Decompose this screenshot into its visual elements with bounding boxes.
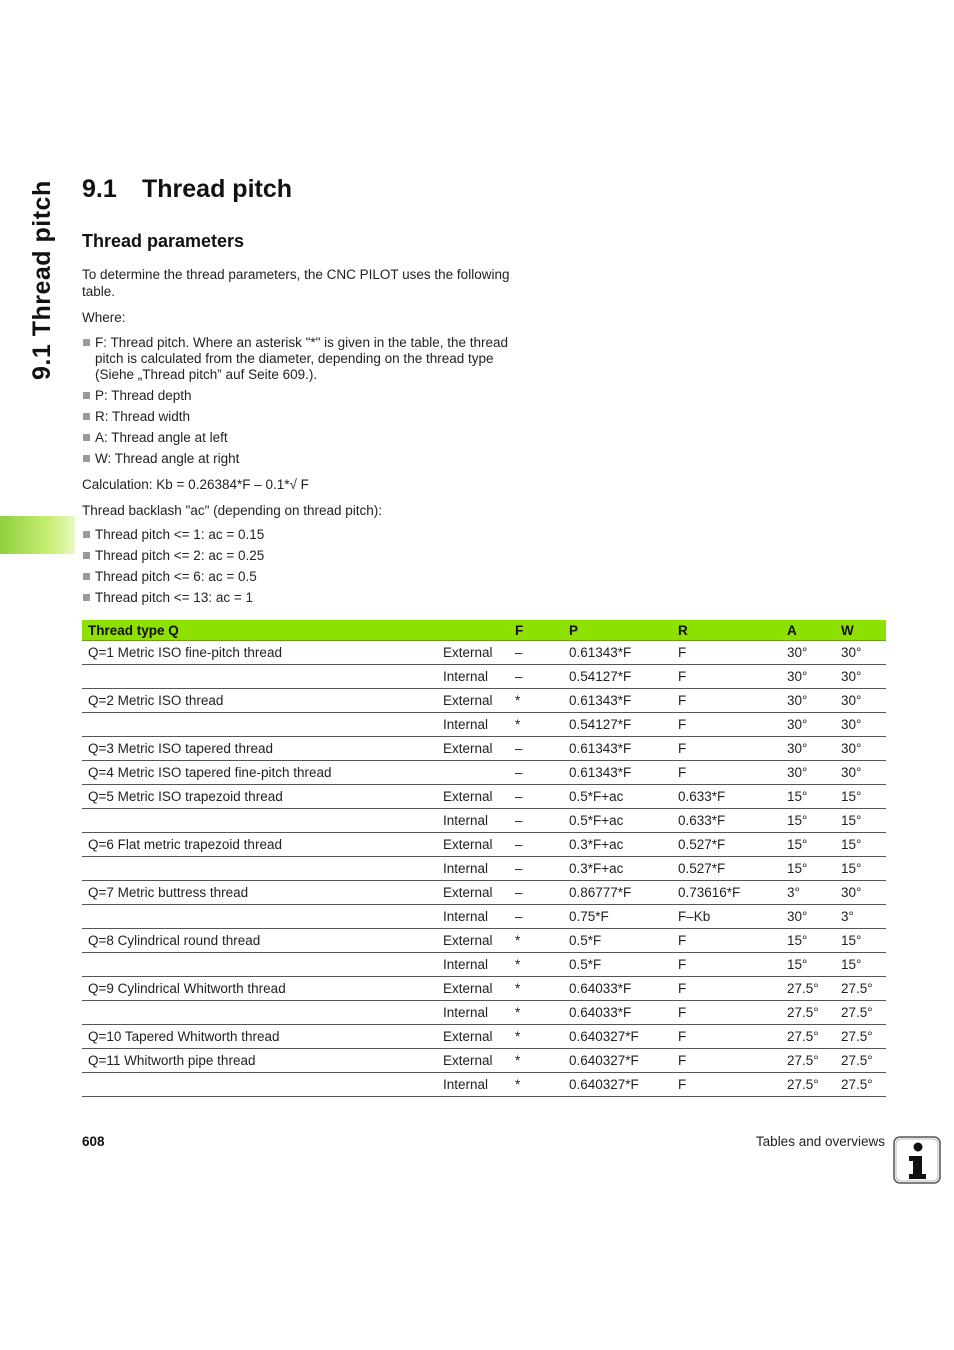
col-header-f: F bbox=[509, 620, 563, 641]
cell-w: 15° bbox=[835, 929, 886, 953]
cell-a: 15° bbox=[781, 785, 835, 809]
cell-r: F bbox=[672, 1025, 781, 1049]
cell-a: 3° bbox=[781, 881, 835, 905]
subsection-heading: Thread parameters bbox=[82, 231, 245, 251]
cell-w: 30° bbox=[835, 761, 886, 785]
cell-thread-type bbox=[82, 1001, 437, 1025]
square-bullet-icon bbox=[83, 455, 90, 462]
cell-a: 15° bbox=[781, 809, 835, 833]
cell-f: – bbox=[509, 905, 563, 929]
backlash-list bbox=[82, 527, 532, 611]
cell-f: – bbox=[509, 761, 563, 785]
intro-paragraph: To determine the thread parameters, the CNC PILOT uses the following table. bbox=[82, 267, 510, 299]
cell-a: 27.5° bbox=[781, 1049, 835, 1073]
cell-r: F bbox=[672, 1049, 781, 1073]
table-row bbox=[82, 929, 886, 953]
cell-r: F bbox=[672, 953, 781, 977]
cell-a: 27.5° bbox=[781, 977, 835, 1001]
cell-variant: Internal bbox=[437, 665, 509, 689]
cell-variant: External bbox=[437, 833, 509, 857]
cell-variant: External bbox=[437, 881, 509, 905]
table-row bbox=[82, 833, 886, 857]
cell-variant: Internal bbox=[437, 1073, 509, 1097]
cell-thread-type: Q=2 Metric ISO thread bbox=[82, 689, 437, 713]
cell-r: F bbox=[672, 713, 781, 737]
cell-p: 0.54127*F bbox=[563, 665, 672, 689]
cell-r: F–Kb bbox=[672, 905, 781, 929]
col-header-thread-type: Thread type Q bbox=[82, 620, 437, 641]
square-bullet-icon bbox=[83, 531, 90, 538]
cell-w: 27.5° bbox=[835, 1073, 886, 1097]
list-item: Thread pitch <= 13: ac = 1 bbox=[82, 590, 532, 606]
backlash-intro: Thread backlash "ac" (depending on thread pitch): bbox=[82, 503, 383, 518]
cell-r: F bbox=[672, 737, 781, 761]
chapter-tab-marker bbox=[0, 516, 75, 554]
section-number: 9.1 bbox=[82, 175, 117, 203]
cell-p: 0.54127*F bbox=[563, 713, 672, 737]
thread-parameters-table bbox=[82, 620, 886, 1097]
cell-a: 30° bbox=[781, 737, 835, 761]
cell-f: * bbox=[509, 1073, 563, 1097]
cell-p: 0.3*F+ac bbox=[563, 857, 672, 881]
cell-variant: Internal bbox=[437, 953, 509, 977]
table-row bbox=[82, 1001, 886, 1025]
cell-thread-type: Q=3 Metric ISO tapered thread bbox=[82, 737, 437, 761]
table-row bbox=[82, 881, 886, 905]
cell-r: 0.527*F bbox=[672, 857, 781, 881]
cell-p: 0.5*F+ac bbox=[563, 809, 672, 833]
cell-thread-type: Q=1 Metric ISO fine-pitch thread bbox=[82, 641, 437, 665]
cell-p: 0.640327*F bbox=[563, 1049, 672, 1073]
table-row bbox=[82, 785, 886, 809]
table-row bbox=[82, 1049, 886, 1073]
cell-p: 0.61343*F bbox=[563, 737, 672, 761]
cell-thread-type bbox=[82, 1073, 437, 1097]
table-row bbox=[82, 1025, 886, 1049]
cell-thread-type bbox=[82, 809, 437, 833]
cell-p: 0.64033*F bbox=[563, 1001, 672, 1025]
square-bullet-icon bbox=[83, 573, 90, 580]
section-title: Thread pitch bbox=[142, 175, 293, 203]
square-bullet-icon bbox=[83, 392, 90, 399]
page-number: 608 bbox=[82, 1134, 105, 1149]
cell-a: 15° bbox=[781, 929, 835, 953]
cell-a: 15° bbox=[781, 833, 835, 857]
cell-p: 0.5*F bbox=[563, 929, 672, 953]
cell-r: F bbox=[672, 689, 781, 713]
cell-variant: Internal bbox=[437, 1001, 509, 1025]
cell-r: 0.633*F bbox=[672, 809, 781, 833]
cell-r: F bbox=[672, 665, 781, 689]
table-row bbox=[82, 809, 886, 833]
section-heading bbox=[82, 175, 292, 204]
cell-p: 0.640327*F bbox=[563, 1073, 672, 1097]
cell-f: * bbox=[509, 977, 563, 1001]
cell-variant bbox=[437, 761, 509, 785]
col-header-a: A bbox=[781, 620, 835, 641]
cell-f: – bbox=[509, 737, 563, 761]
cell-f: – bbox=[509, 785, 563, 809]
square-bullet-icon bbox=[83, 594, 90, 601]
cell-f: – bbox=[509, 857, 563, 881]
cell-r: 0.633*F bbox=[672, 785, 781, 809]
cell-p: 0.640327*F bbox=[563, 1025, 672, 1049]
cell-thread-type: Q=11 Whitworth pipe thread bbox=[82, 1049, 437, 1073]
cell-thread-type bbox=[82, 857, 437, 881]
table-body bbox=[82, 641, 886, 1097]
cell-w: 15° bbox=[835, 785, 886, 809]
cell-variant: External bbox=[437, 929, 509, 953]
list-item: F: Thread pitch. Where an asterisk "*" is given in the table, the thread pitch is calculated from the diameter, depending on the thread type (Siehe „Thread pitch” auf Seite 609.). bbox=[82, 335, 532, 383]
cell-f: – bbox=[509, 641, 563, 665]
cell-thread-type bbox=[82, 953, 437, 977]
cell-f: – bbox=[509, 809, 563, 833]
cell-thread-type: Q=5 Metric ISO trapezoid thread bbox=[82, 785, 437, 809]
cell-variant: External bbox=[437, 785, 509, 809]
table-header-row bbox=[82, 620, 886, 641]
cell-thread-type: Q=6 Flat metric trapezoid thread bbox=[82, 833, 437, 857]
side-running-title bbox=[24, 180, 60, 380]
cell-f: * bbox=[509, 1049, 563, 1073]
cell-a: 30° bbox=[781, 761, 835, 785]
cell-variant: Internal bbox=[437, 713, 509, 737]
cell-variant: Internal bbox=[437, 905, 509, 929]
cell-variant: External bbox=[437, 641, 509, 665]
cell-a: 30° bbox=[781, 689, 835, 713]
cell-variant: External bbox=[437, 737, 509, 761]
cell-r: F bbox=[672, 1073, 781, 1097]
cell-p: 0.5*F+ac bbox=[563, 785, 672, 809]
cell-a: 27.5° bbox=[781, 1025, 835, 1049]
cell-thread-type bbox=[82, 665, 437, 689]
list-item: Thread pitch <= 6: ac = 0.5 bbox=[82, 569, 532, 585]
cell-f: – bbox=[509, 881, 563, 905]
cell-r: F bbox=[672, 761, 781, 785]
cell-p: 0.5*F bbox=[563, 953, 672, 977]
cell-w: 15° bbox=[835, 809, 886, 833]
table-row bbox=[82, 977, 886, 1001]
cell-p: 0.75*F bbox=[563, 905, 672, 929]
col-header-variant bbox=[437, 620, 509, 641]
cell-r: F bbox=[672, 929, 781, 953]
info-icon bbox=[893, 1136, 941, 1184]
cell-thread-type: Q=9 Cylindrical Whitworth thread bbox=[82, 977, 437, 1001]
cell-f: – bbox=[509, 665, 563, 689]
cell-p: 0.61343*F bbox=[563, 761, 672, 785]
table-row bbox=[82, 857, 886, 881]
cell-w: 15° bbox=[835, 857, 886, 881]
cell-variant: External bbox=[437, 1025, 509, 1049]
cell-p: 0.61343*F bbox=[563, 689, 672, 713]
cell-f: * bbox=[509, 689, 563, 713]
square-bullet-icon bbox=[83, 413, 90, 420]
cell-variant: External bbox=[437, 1049, 509, 1073]
col-header-r: R bbox=[672, 620, 781, 641]
cell-a: 30° bbox=[781, 641, 835, 665]
table-row bbox=[82, 737, 886, 761]
cell-w: 3° bbox=[835, 905, 886, 929]
table-row bbox=[82, 761, 886, 785]
list-item: Thread pitch <= 1: ac = 0.15 bbox=[82, 527, 532, 543]
cell-a: 15° bbox=[781, 953, 835, 977]
table-row bbox=[82, 713, 886, 737]
table-row bbox=[82, 665, 886, 689]
cell-w: 30° bbox=[835, 713, 886, 737]
col-header-p: P bbox=[563, 620, 672, 641]
cell-w: 30° bbox=[835, 689, 886, 713]
cell-w: 30° bbox=[835, 737, 886, 761]
cell-a: 30° bbox=[781, 665, 835, 689]
cell-f: * bbox=[509, 953, 563, 977]
square-bullet-icon bbox=[83, 552, 90, 559]
table-row bbox=[82, 953, 886, 977]
table-row bbox=[82, 641, 886, 665]
cell-variant: External bbox=[437, 977, 509, 1001]
cell-w: 27.5° bbox=[835, 977, 886, 1001]
footer-chapter-title: Tables and overviews bbox=[755, 1134, 885, 1149]
where-label: Where: bbox=[82, 310, 126, 325]
cell-r: 0.73616*F bbox=[672, 881, 781, 905]
definitions-list bbox=[82, 335, 532, 472]
cell-thread-type: Q=10 Tapered Whitworth thread bbox=[82, 1025, 437, 1049]
cell-w: 27.5° bbox=[835, 1025, 886, 1049]
cell-w: 30° bbox=[835, 641, 886, 665]
cell-thread-type bbox=[82, 905, 437, 929]
list-item: A: Thread angle at left bbox=[82, 430, 532, 446]
list-item: R: Thread width bbox=[82, 409, 532, 425]
cell-r: F bbox=[672, 641, 781, 665]
cell-f: * bbox=[509, 1001, 563, 1025]
list-item: Thread pitch <= 2: ac = 0.25 bbox=[82, 548, 532, 564]
cell-a: 27.5° bbox=[781, 1073, 835, 1097]
cell-thread-type: Q=4 Metric ISO tapered fine-pitch thread bbox=[82, 761, 437, 785]
cell-thread-type: Q=7 Metric buttress thread bbox=[82, 881, 437, 905]
cell-p: 0.3*F+ac bbox=[563, 833, 672, 857]
cell-r: F bbox=[672, 1001, 781, 1025]
cell-w: 30° bbox=[835, 665, 886, 689]
cell-thread-type bbox=[82, 713, 437, 737]
list-item: P: Thread depth bbox=[82, 388, 532, 404]
cell-f: – bbox=[509, 833, 563, 857]
cell-r: F bbox=[672, 977, 781, 1001]
list-item: W: Thread angle at right bbox=[82, 451, 532, 467]
cell-p: 0.64033*F bbox=[563, 977, 672, 1001]
cell-w: 15° bbox=[835, 833, 886, 857]
cell-variant: External bbox=[437, 689, 509, 713]
cell-f: * bbox=[509, 929, 563, 953]
cell-r: 0.527*F bbox=[672, 833, 781, 857]
calculation-formula: Calculation: Kb = 0.26384*F – 0.1*√ F bbox=[82, 477, 309, 492]
cell-w: 15° bbox=[835, 953, 886, 977]
square-bullet-icon bbox=[83, 339, 90, 346]
side-running-title-text: 9.1 Thread pitch bbox=[28, 180, 56, 380]
square-bullet-icon bbox=[83, 434, 90, 441]
cell-variant: Internal bbox=[437, 809, 509, 833]
cell-f: * bbox=[509, 713, 563, 737]
cell-w: 30° bbox=[835, 881, 886, 905]
cell-w: 27.5° bbox=[835, 1001, 886, 1025]
cell-variant: Internal bbox=[437, 857, 509, 881]
table-row bbox=[82, 1073, 886, 1097]
cell-f: * bbox=[509, 1025, 563, 1049]
cell-a: 30° bbox=[781, 713, 835, 737]
col-header-w: W bbox=[835, 620, 886, 641]
cell-p: 0.86777*F bbox=[563, 881, 672, 905]
cell-a: 27.5° bbox=[781, 1001, 835, 1025]
cell-a: 15° bbox=[781, 857, 835, 881]
table-row bbox=[82, 689, 886, 713]
cell-w: 27.5° bbox=[835, 1049, 886, 1073]
cell-a: 30° bbox=[781, 905, 835, 929]
cell-p: 0.61343*F bbox=[563, 641, 672, 665]
table-row bbox=[82, 905, 886, 929]
cell-thread-type: Q=8 Cylindrical round thread bbox=[82, 929, 437, 953]
